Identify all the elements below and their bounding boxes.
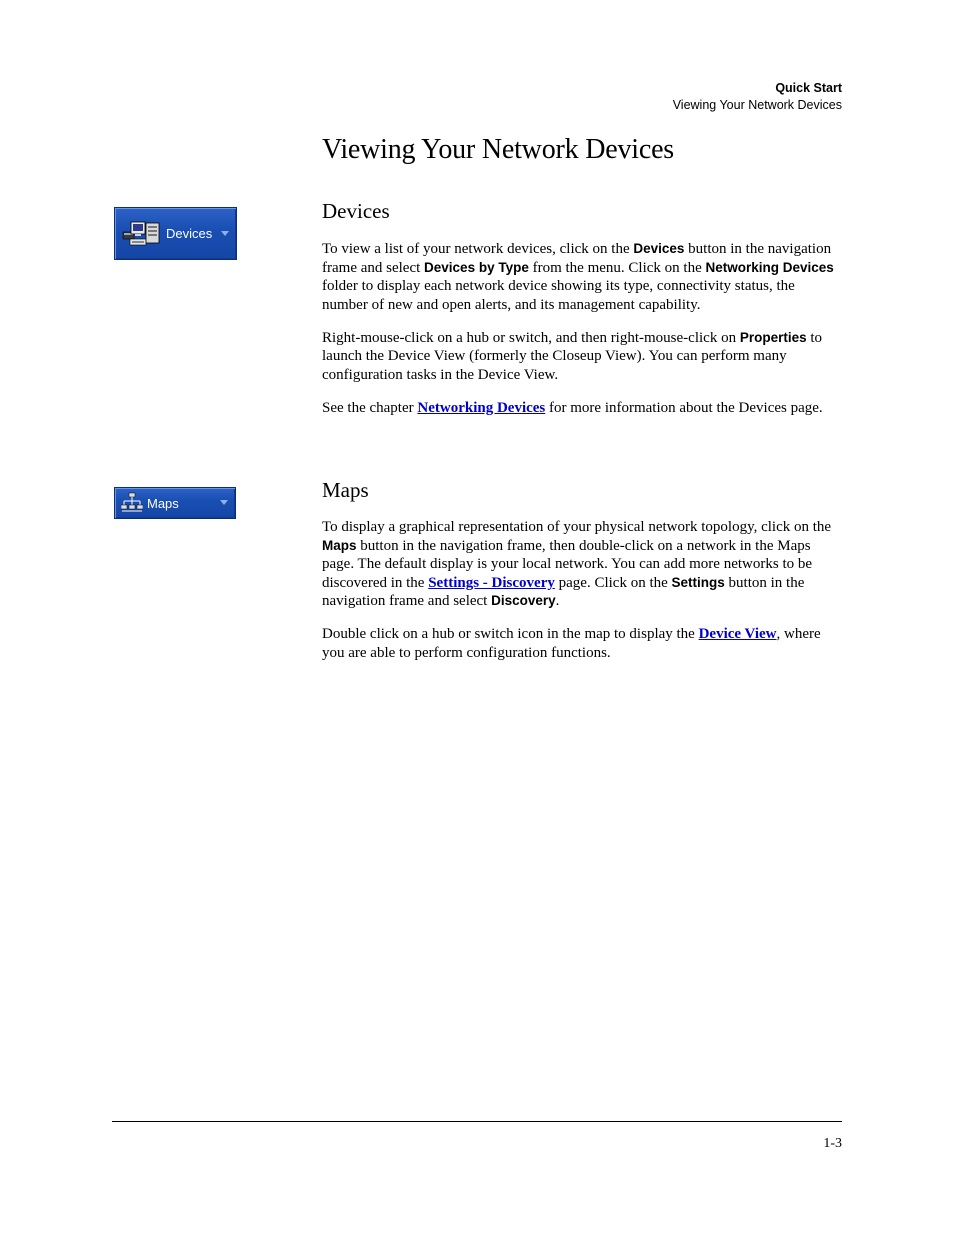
computer-devices-icon [122, 219, 162, 249]
devices-button-label: Devices [166, 226, 213, 241]
ui-term-networking-devices: Networking Devices [705, 259, 834, 275]
text: button in the navigation frame and select [322, 574, 805, 610]
devices-paragraph-2 [322, 329, 842, 385]
ui-term-maps: Maps [322, 537, 357, 553]
text: . [555, 593, 560, 610]
text: for more information about the Devices page. [545, 400, 823, 417]
page-number: 1-3 [823, 1136, 842, 1151]
footer-rule [112, 1121, 842, 1122]
devices-paragraph-3 [322, 399, 842, 418]
devices-nav-button[interactable] [114, 207, 237, 260]
devices-body [322, 240, 842, 432]
ui-term-devices: Devices [633, 241, 685, 256]
text: See the chapter [322, 400, 418, 417]
text: Double click on a hub or switch icon in the map to display the [322, 626, 699, 643]
devices-heading: Devices [322, 199, 390, 223]
chevron-down-icon [220, 500, 228, 505]
text: To view a list of your network devices, click on the [322, 241, 634, 257]
text: to launch the Device View (formerly the Closeup View). You can perform many configuration tasks in the Device View. [322, 329, 823, 384]
running-head [673, 80, 842, 114]
maps-heading: Maps [322, 478, 369, 502]
text: page. Click on the [554, 574, 672, 591]
ui-term-devices-by-type: Devices by Type [424, 259, 529, 275]
text: from the menu. Click on the [528, 259, 706, 276]
running-head-chapter: Quick Start [775, 81, 842, 95]
maps-paragraph-2 [322, 625, 842, 662]
text: , where you are able to perform configuration functions. [322, 626, 821, 662]
text: button in the navigation frame, then double-click on a network in the Maps page. The default display is your local network. You can add more networks to be discovered in the [322, 537, 813, 591]
network-map-icon [121, 492, 143, 514]
text: Right-mouse-click on a hub or switch, and then right-mouse-click on [322, 329, 740, 346]
chevron-down-icon [221, 231, 229, 236]
maps-paragraph-1 [322, 518, 842, 611]
text: button in the navigation frame and select [322, 241, 832, 276]
devices-paragraph-1 [322, 240, 842, 314]
maps-nav-button[interactable] [114, 487, 236, 519]
settings-discovery-link[interactable]: Settings - Discovery [428, 574, 555, 591]
running-head-section: Viewing Your Network Devices [672, 98, 842, 112]
maps-body [322, 518, 842, 677]
ui-term-properties: Properties [739, 329, 807, 345]
device-view-link[interactable]: Device View [698, 626, 777, 643]
maps-button-label: Maps [147, 495, 179, 511]
ui-term-settings: Settings [671, 574, 725, 590]
page-title: Viewing Your Network Devices [322, 134, 675, 165]
text: To display a graphical representation of your physical network topology, click on the [322, 519, 832, 535]
text: folder to display each network device showing its type, connectivity status, the number of new and open alerts, and its management capability. [322, 278, 795, 313]
ui-term-discovery: Discovery [491, 593, 556, 609]
networking-devices-link[interactable]: Networking Devices [417, 400, 546, 417]
